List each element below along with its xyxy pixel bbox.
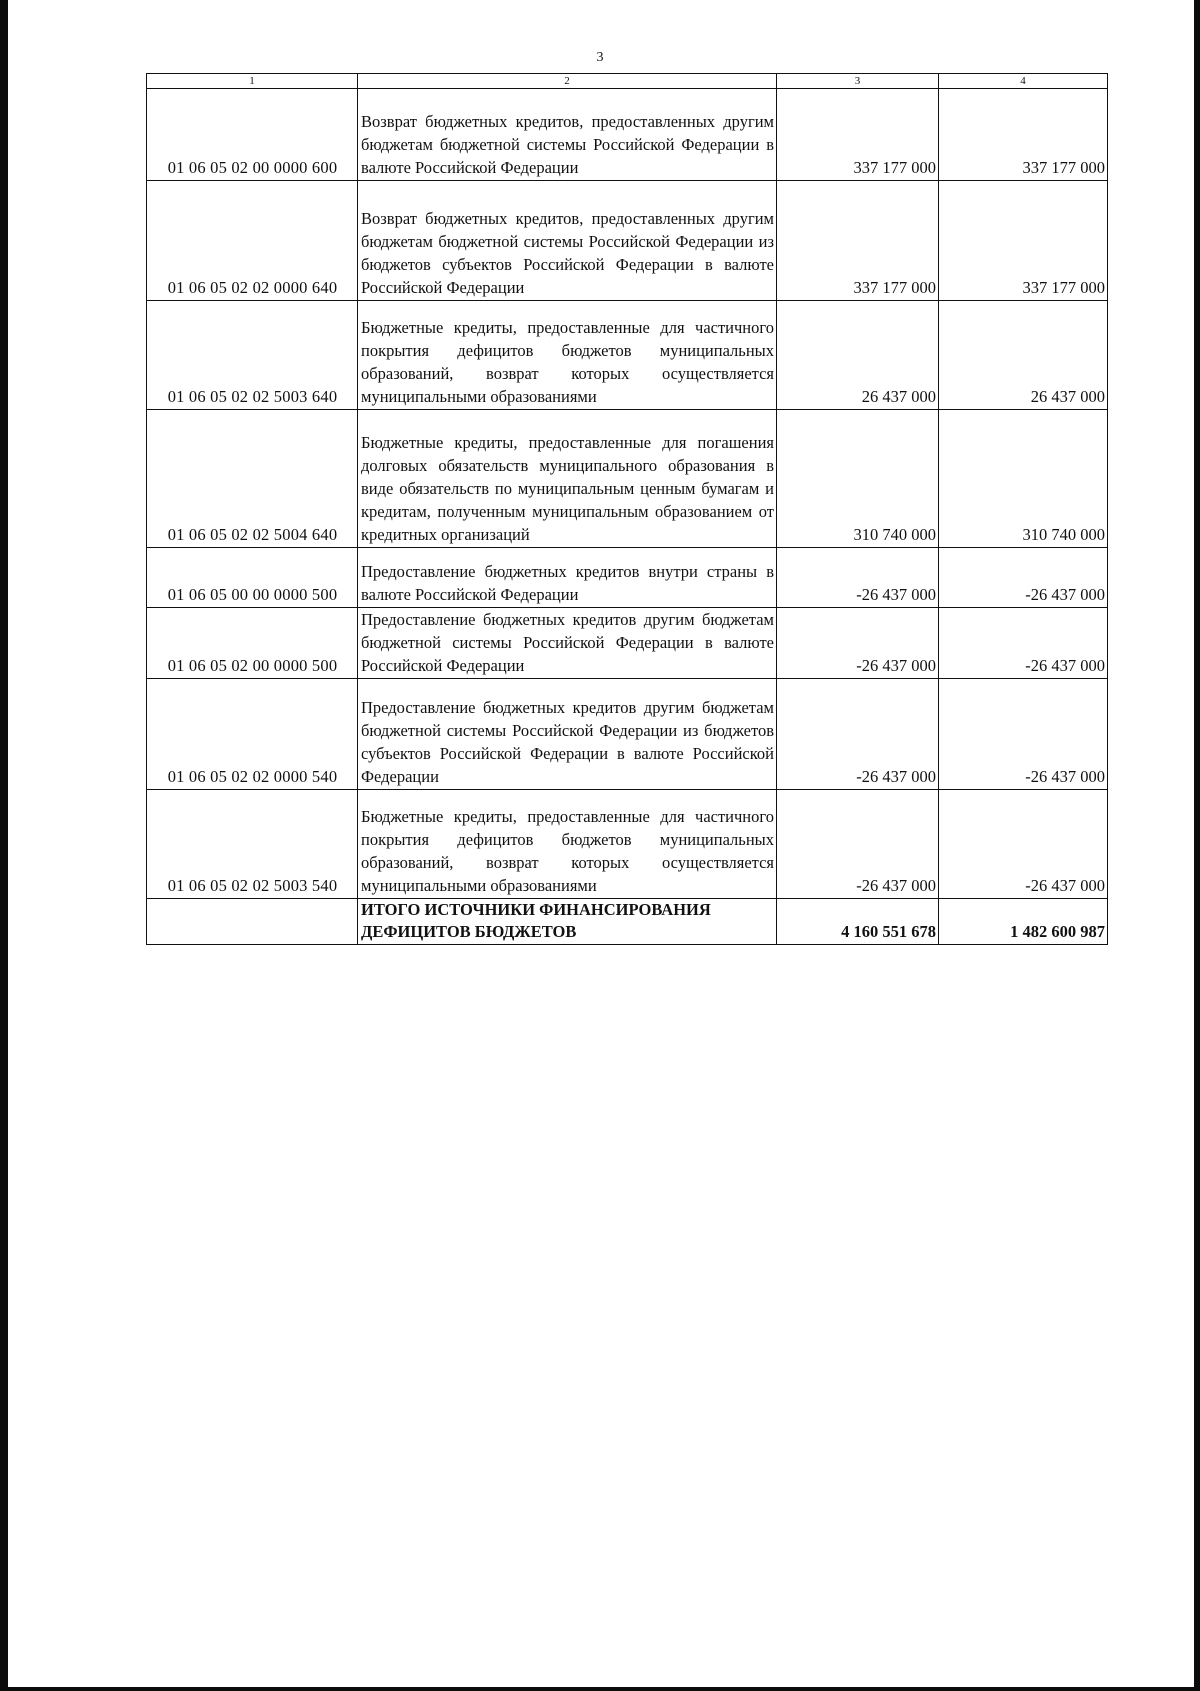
- row-description: Предоставление бюджетных кредитов внутри страны в валюте Российской Федерации: [358, 548, 777, 608]
- amount-column-3: 310 740 000: [777, 410, 939, 548]
- total-amount-column-3: 4 160 551 678: [777, 899, 939, 945]
- row-description: Бюджетные кредиты, предоставленные для частичного покрытия дефицитов бюджетов муниципальных образований, возврат которых осуществляется муниципальными образованиями: [358, 301, 777, 410]
- budget-sources-table: [146, 73, 1108, 945]
- amount-column-4: -26 437 000: [939, 608, 1108, 679]
- table-row: [147, 301, 1108, 410]
- amount-column-3: 337 177 000: [777, 89, 939, 181]
- budget-code: 01 06 05 02 02 5004 640: [147, 410, 358, 548]
- budget-code: 01 06 05 02 00 0000 500: [147, 608, 358, 679]
- table-row: [147, 410, 1108, 548]
- column-header-3: 3: [777, 74, 939, 89]
- column-header-1: 1: [147, 74, 358, 89]
- budget-code: 01 06 05 02 02 0000 640: [147, 181, 358, 301]
- amount-column-4: 26 437 000: [939, 301, 1108, 410]
- amount-column-3: -26 437 000: [777, 548, 939, 608]
- amount-column-3: -26 437 000: [777, 679, 939, 790]
- total-code: [147, 899, 358, 945]
- amount-column-3: 26 437 000: [777, 301, 939, 410]
- table-row: [147, 679, 1108, 790]
- row-description: Бюджетные кредиты, предоставленные для погашения долговых обязательств муниципального образования в виде обязательств по муниципальным ценным бумагам и кредитам, полученным муниципальным образованием от кредитных организаций: [358, 410, 777, 548]
- amount-column-4: 337 177 000: [939, 89, 1108, 181]
- row-description: Возврат бюджетных кредитов, предоставленных другим бюджетам бюджетной системы Российской Федерации в валюте Российской Федерации: [358, 89, 777, 181]
- budget-code: 01 06 05 02 02 5003 540: [147, 790, 358, 899]
- amount-column-4: 310 740 000: [939, 410, 1108, 548]
- column-header-4: 4: [939, 74, 1108, 89]
- row-description: Предоставление бюджетных кредитов другим бюджетам бюджетной системы Российской Федерации из бюджетов субъектов Российской Федерации в валюте Российской Федерации: [358, 679, 777, 790]
- table-row: [147, 548, 1108, 608]
- amount-column-4: -26 437 000: [939, 679, 1108, 790]
- total-amount-column-4: 1 482 600 987: [939, 899, 1108, 945]
- table-header-row: [147, 74, 1108, 89]
- amount-column-4: -26 437 000: [939, 548, 1108, 608]
- page-number: 3: [596, 50, 604, 65]
- table-row: [147, 181, 1108, 301]
- scan-edge-bottom: [0, 1687, 1200, 1691]
- scan-edge-left: [0, 0, 8, 1691]
- row-description: Бюджетные кредиты, предоставленные для частичного покрытия дефицитов бюджетов муниципальных образований, возврат которых осуществляется муниципальными образованиями: [358, 790, 777, 899]
- amount-column-3: -26 437 000: [777, 608, 939, 679]
- total-label: ИТОГО ИСТОЧНИКИ ФИНАНСИРОВАНИЯ ДЕФИЦИТОВ БЮДЖЕТОВ: [358, 899, 777, 945]
- row-description: Возврат бюджетных кредитов, предоставленных другим бюджетам бюджетной системы Российской Федерации из бюджетов субъектов Российской Федерации в валюте Российской Федерации: [358, 181, 777, 301]
- scan-edge-right: [1194, 0, 1200, 1691]
- budget-code: 01 06 05 00 00 0000 500: [147, 548, 358, 608]
- budget-code: 01 06 05 02 02 0000 540: [147, 679, 358, 790]
- budget-code: 01 06 05 02 00 0000 600: [147, 89, 358, 181]
- column-header-2: 2: [358, 74, 777, 89]
- table-row: [147, 89, 1108, 181]
- amount-column-3: -26 437 000: [777, 790, 939, 899]
- row-description: Предоставление бюджетных кредитов другим бюджетам бюджетной системы Российской Федерации в валюте Российской Федерации: [358, 608, 777, 679]
- amount-column-4: 337 177 000: [939, 181, 1108, 301]
- amount-column-3: 337 177 000: [777, 181, 939, 301]
- budget-code: 01 06 05 02 02 5003 640: [147, 301, 358, 410]
- total-row: [147, 899, 1108, 945]
- amount-column-4: -26 437 000: [939, 790, 1108, 899]
- table-row: [147, 608, 1108, 679]
- table-row: [147, 790, 1108, 899]
